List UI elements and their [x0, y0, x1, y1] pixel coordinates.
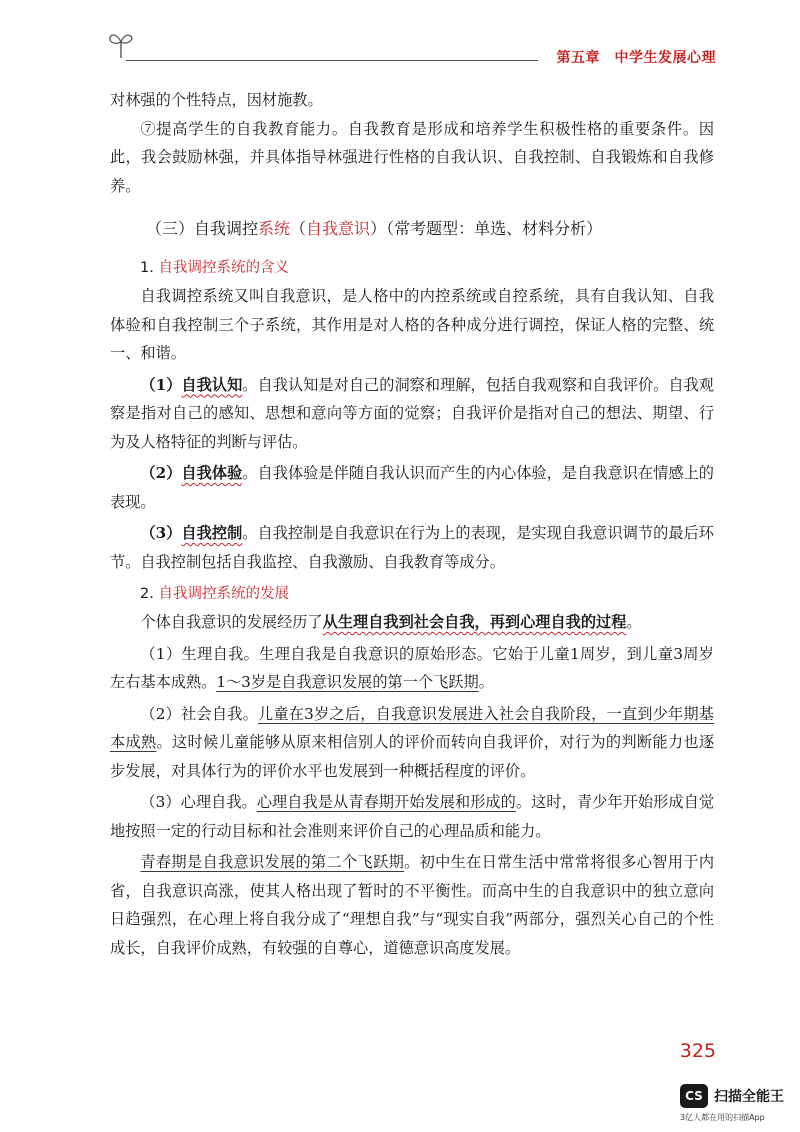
paragraph-text: （2）社会自我。: [140, 704, 258, 723]
paragraph-text: 。: [626, 613, 642, 631]
sprout-icon: [108, 28, 134, 58]
subsection-heading: [110, 254, 714, 282]
camscanner-logo-icon: CS: [680, 1084, 708, 1108]
subsection-number: 2.: [140, 586, 159, 602]
paragraph-text: 。自我体验是伴随自我认识而产生的内心体验，是自我意识在情感上的表现。: [110, 464, 714, 511]
key-term: 自我体验: [181, 464, 243, 482]
emphasis: 心理自我是从青春期开始发展和形成的: [256, 793, 516, 811]
paragraph: [110, 519, 714, 576]
item-number: （2）: [140, 464, 182, 482]
key-term: 自我控制: [181, 524, 243, 542]
paragraph-text: （1）生理自我。生理自我是自我意识的原始形态。它始于儿童1周岁，到儿童3周岁左右基本成熟。: [110, 644, 714, 691]
paragraph: [110, 848, 714, 962]
page-content: [110, 86, 714, 962]
heading-part: （: [290, 219, 307, 238]
paragraph-text: 。初中生在日常生活中常常将很多心智用于内省，自我意识高涨，使其人格出现了暂时的不平衡性。而高中生的自我意识中的独立意向日趋强烈，在心理上将自我分成了“理想自我”与“现实自我”两部分，强烈关心自己的个性成长，自我评价成熟，有较强的自尊心，道德意识高度发展。: [110, 853, 715, 957]
paragraph-text: 。自我控制是自我意识在行为上的表现，是实现自我意识调节的最后环节。自我控制包括自我监控、自我激励、自我教育等成分。: [110, 524, 714, 571]
chapter-header: 第五章 中学生发展心理: [556, 50, 716, 66]
emphasis: 青春期是自我意识发展的第二个飞跃期: [140, 853, 405, 871]
section-heading: [110, 214, 714, 244]
heading-part: ）（常考题型：单选、材料分析）: [370, 219, 603, 238]
paragraph-text: （3）心理自我。: [140, 793, 257, 811]
paragraph: 对林强的个性特点，因材施教。: [110, 91, 323, 109]
watermark-name: 扫描全能王: [714, 1089, 784, 1105]
paragraph-text: 。这时，青少年开始形成自觉地按照一定的行动目标和社会准则来评价自己的心理品质和能力。: [110, 793, 715, 840]
paragraph: 自我调控系统又叫自我意识，是人格中的内控系统或自控系统，具有自我认知、自我体验和自我控制三个子系统，其作用是对人格的各种成分进行调控，保证人格的完整、统一、和谐。: [110, 287, 714, 362]
emphasis: 从生理自我到社会自我，再到心理自我的过程: [322, 613, 627, 631]
heading-highlight: 自我意识: [306, 219, 371, 238]
subsection-heading: [110, 580, 714, 608]
subsection-title: 自我调控系统的含义: [158, 260, 289, 276]
heading-part: （三）自我调控: [146, 219, 259, 238]
item-number: （1）: [140, 375, 182, 394]
paragraph: ⑦提高学生的自我教育能力。自我教育是形成和培养学生积极性格的重要条件。因此，我会鼓励林强，并具体指导林强进行性格的自我认识、自我控制、自我锻炼和自我修养。: [110, 119, 714, 195]
subsection-number: 1.: [140, 260, 159, 276]
emphasis: 1～3岁是自我意识发展的第一个飞跃期: [216, 673, 479, 691]
subsection-title: 自我调控系统的发展: [158, 586, 289, 602]
watermark-tagline: 3亿人都在用的扫描App: [680, 1113, 765, 1122]
camscanner-watermark: [680, 1084, 784, 1108]
heading-highlight: 系统: [258, 219, 291, 238]
paragraph: [110, 640, 714, 697]
key-term: 自我认知: [181, 375, 243, 394]
header-rule: [126, 60, 538, 61]
emphasis: 儿童在3岁之后，自我意识发展进入社会自我阶段，一直到少年期基本成熟: [110, 704, 714, 751]
item-number: （3）: [140, 524, 182, 542]
paragraph-text: 个体自我意识的发展经历了: [140, 613, 323, 631]
paragraph: [110, 788, 714, 845]
paragraph-text: 。这时候儿童能够从原来相信别人的评价而转向自我评价，对行为的判断能力也逐步发展，对具体行为的评价水平也发展到一种概括程度的评价。: [110, 733, 715, 780]
paragraph: [110, 608, 714, 637]
paragraph: [110, 700, 714, 786]
paragraph: [110, 371, 714, 457]
paragraph-text: 。: [478, 673, 494, 691]
page-number: 325: [679, 1040, 716, 1062]
paragraph: [110, 459, 714, 516]
paragraph-text: 。自我认知是对自己的洞察和理解，包括自我观察和自我评价。自我观察是指对自己的感知、思想和意向等方面的觉察；自我评价是指对自己的想法、期望、行为及人格特征的判断与评估。: [110, 375, 714, 451]
